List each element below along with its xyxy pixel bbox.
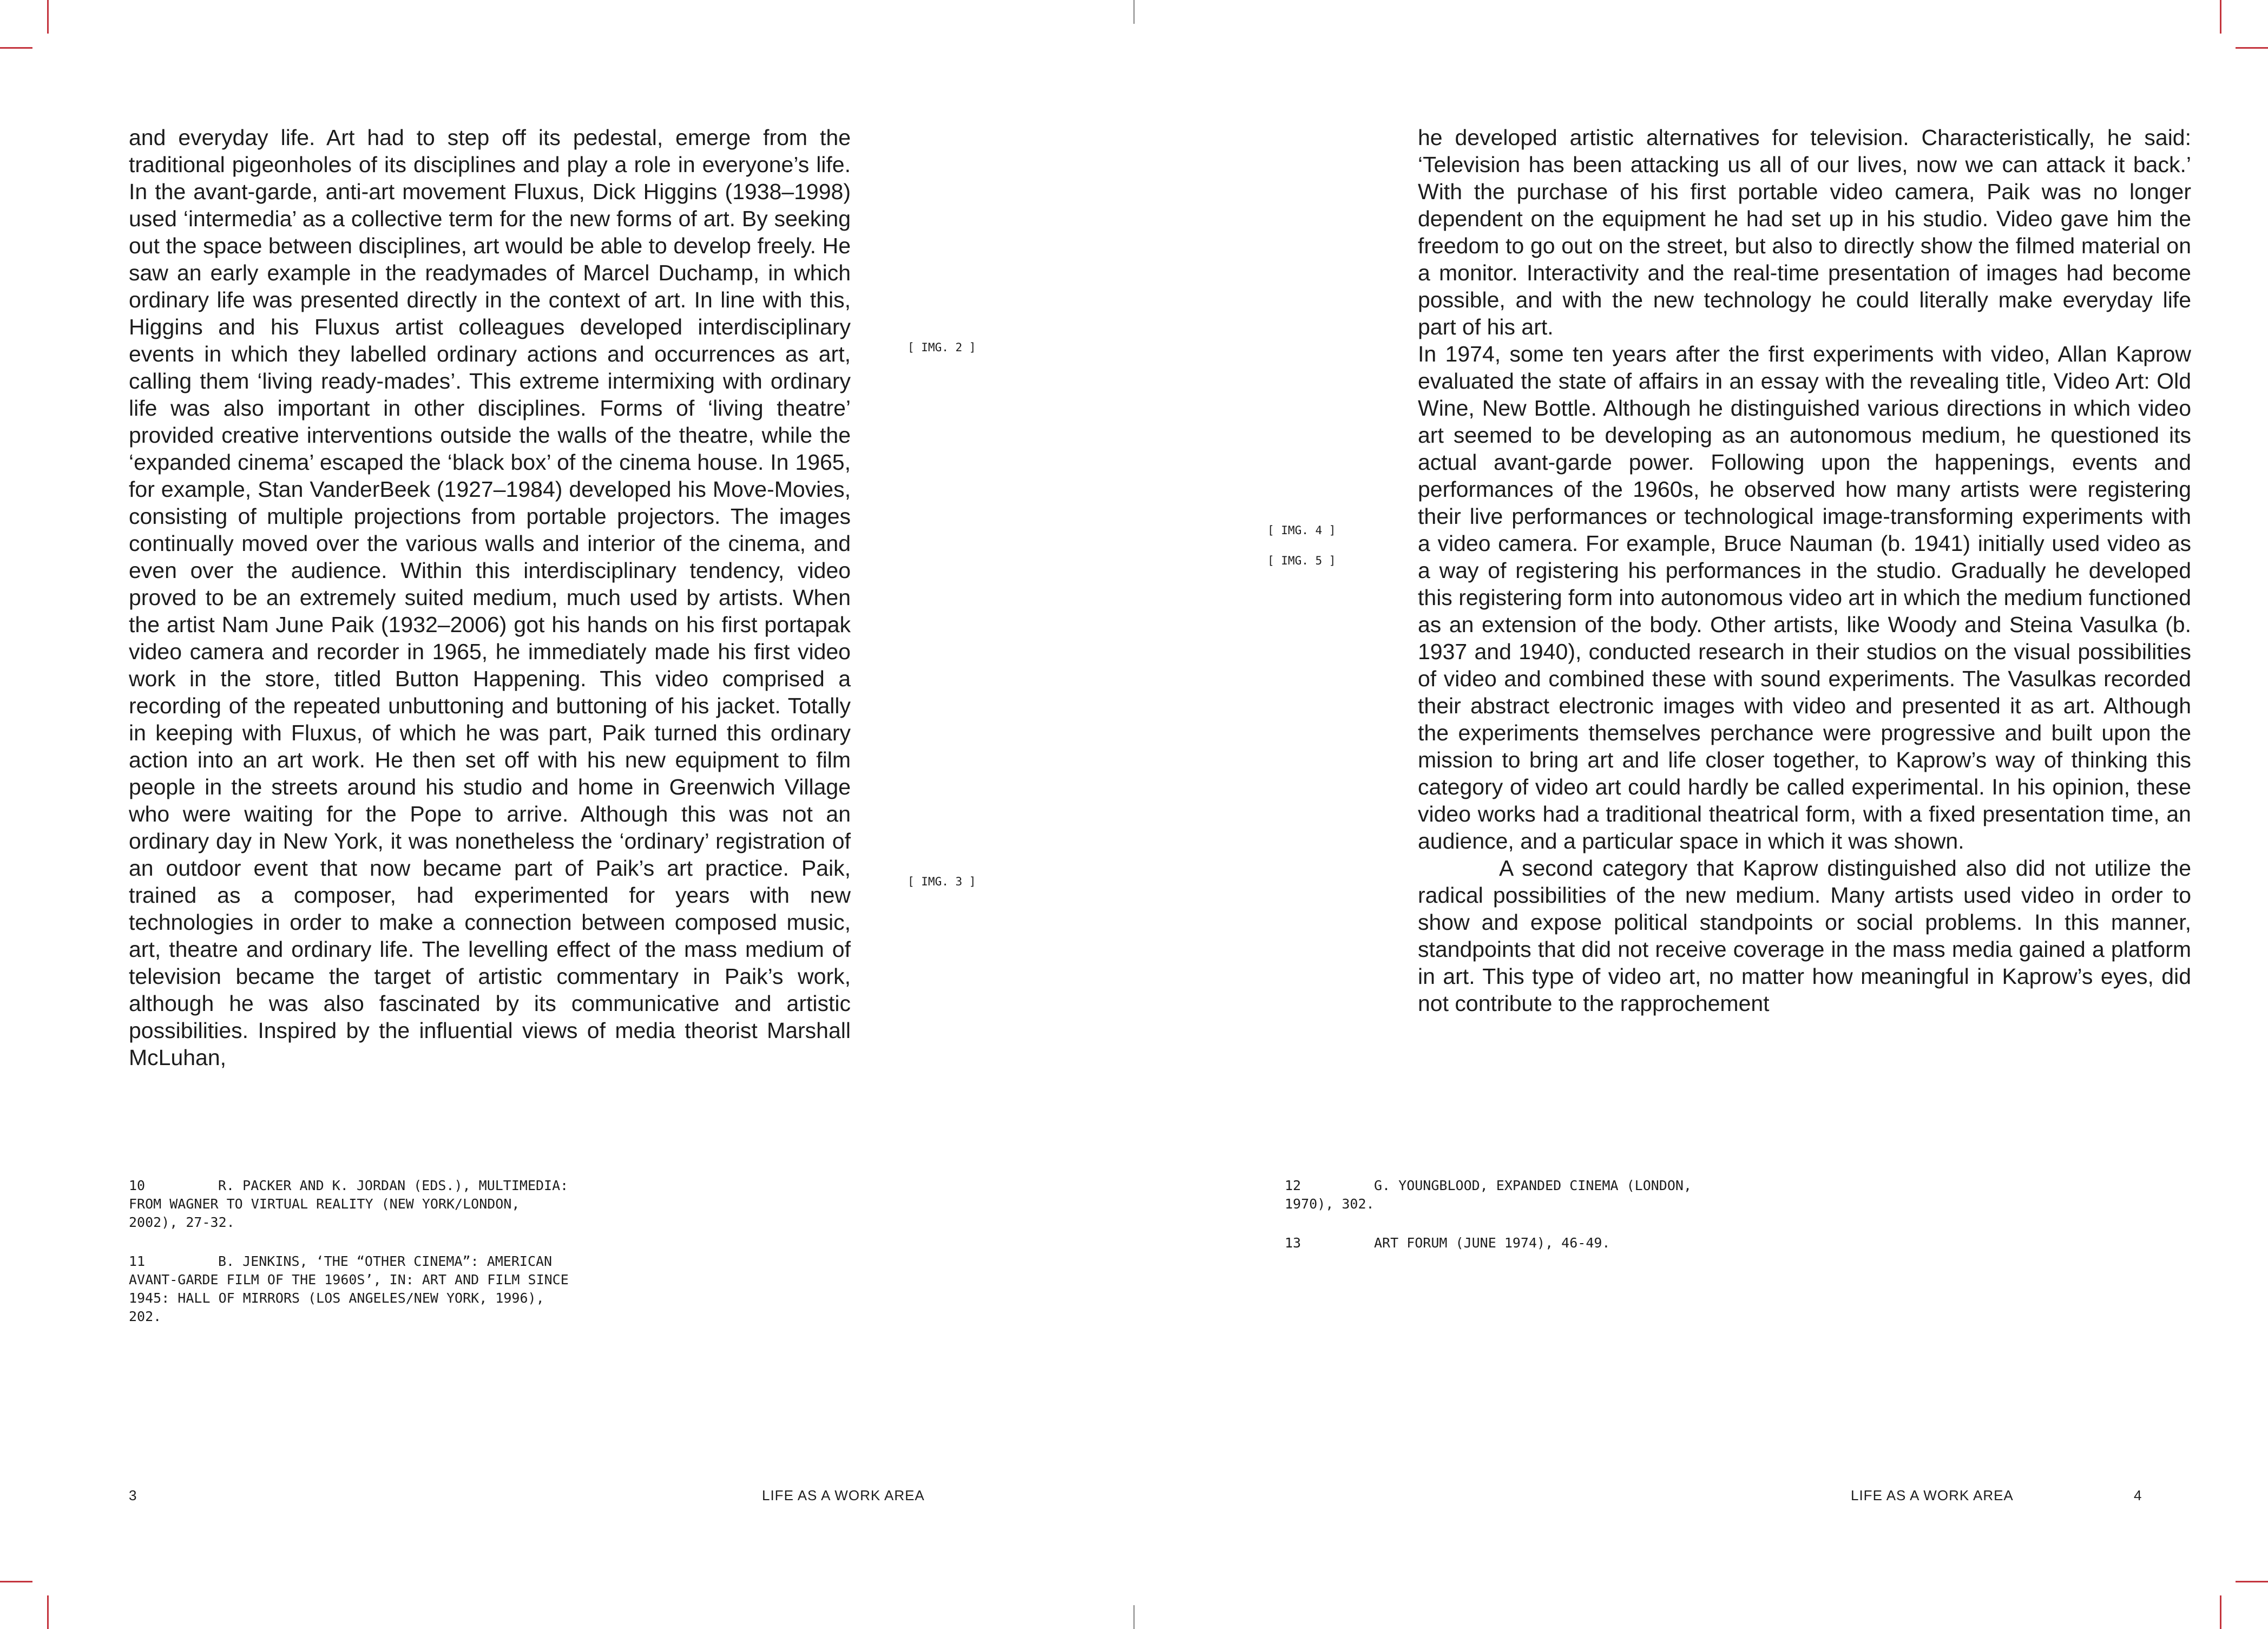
body-paragraph: and everyday life. Art had to step off its pedestal, emerge from the traditional pigeonholes of its disciplines and play a role in everyone’s life. In the avant-garde, anti-art movement Fluxus, Dick Higgins (1938–1998) used ‘intermedia’ as a collective term for the new forms of art. By seeking out the space between disciplines, art would be able to develop freely. He saw an early example in the readymades of Marcel Duchamp, in which ordinary life was presented directly in the context of art. In line with this, Higgins and his Fluxus artist colleagues developed interdisciplinary events in which they labelled ordinary actions and occurrences as art, calling them ‘living ready-mades’. This extreme intermixing with ordinary life was also important in other disciplines. Forms of ‘living theatre’ provided creative interventions outside the walls of the theatre, while the ‘expanded cinema’ escaped the ‘black box’ of the cinema house. In 1965, for example, Stan VanderBeek (1927–1984) developed his Move-Movies, consisting of multiple projections from portable projectors. The images continually moved over the various walls and interior of the cinema, and even over the audience. Within this interdisciplinary tendency, video proved to be an extremely suited medium, much used by artists. When the artist Nam June Paik (1932–2006) got his hands on his first portapak video camera and recorder in 1965, he immediately made his first video work in the store, titled Button Happening. This video comprised a recording of the repeated unbuttoning and buttoning of his jacket. Totally in keeping with Fluxus, of which he was part, Paik turned this ordinary action into an art work. He then set off with his new equipment to film people in the streets around his studio and home in Greenwich Village who were waiting for the Pope to arrive. Although this was not an ordinary day in New York, it was nonetheless the ‘ordinary’ registration of an outdoor event that now became part of Paik’s art practice. Paik, trained as a composer, had experimented for years with new technologies in order to make a connection between composed music, art, theatre and ordinary life. The levelling effect of the mass medium of television became the target of artistic commentary in Paik’s work, although he was also fascinated by its communicative and artistic possibilities. Inspired by the influential views of media theorist Marshall McLuhan,	[129, 125, 851, 1070]
footnote	[1285, 1177, 1728, 1213]
running-head: LIFE AS A WORK AREA	[762, 1487, 925, 1503]
footnote	[1285, 1234, 1728, 1252]
footnote-text: ART FORUM (JUNE 1974), 46-49.	[1374, 1235, 1610, 1251]
running-head: LIFE AS A WORK AREA	[1851, 1487, 2014, 1503]
footnote	[129, 1177, 573, 1232]
body-paragraph: In 1974, some ten years after the first experiments with video, Allan Kaprow evaluated the state of affairs in an essay with the revealing title, Video Art: Old Wine, New Bottle. Although he distinguished various directions in which video art seemed to be developing as an autonomous medium, he questioned its actual avant-garde power. Following upon the happenings, events and performances of the 1960s, he observed how many artists were registering their live performances or technological image-transforming experiments with a video camera. For example, Bruce Nauman (b. 1941) initially used video as a way of registering his performances in the studio. Gradually he developed this registering form into autonomous video art in which the medium functioned as an extension of the body. Other artists, like Woody and Steina Vasulka (b. 1937 and 1940), conducted research in their studios on the visual possibilities of video and combined these with sound experiments. The Vasulkas recorded their abstract electronic images with video and presented it as art. Although the experiments themselves perchance were progressive and built upon the mission to bring art and life closer together, to Kaprow’s way of thinking this category of video art could hardly be called experimental. In his opinion, these video works had a traditional theatrical form, with a fixed presentation time, an audience, and a particular space in which it was shown.	[1418, 341, 2191, 853]
right-body-text	[1418, 124, 2191, 1017]
footnote-number: 12	[1285, 1178, 1301, 1193]
image-reference: [ IMG. 5 ]	[1267, 554, 1336, 567]
image-reference: [ IMG. 2 ]	[908, 341, 976, 354]
footnote-text: B. JENKINS, ‘THE “OTHER CINEMA”: AMERICAN AVANT-GARDE FILM OF THE 1960S’, IN: ART AND FILM SINCE 1945: HALL OF MIRRORS (LOS ANGELES/NEW YORK, 1996), 202.	[129, 1253, 569, 1324]
footnote-number: 13	[1285, 1235, 1301, 1251]
footnote	[129, 1252, 573, 1326]
right-page	[1134, 0, 2268, 1629]
image-reference: [ IMG. 4 ]	[1267, 524, 1336, 537]
body-paragraph: he developed artistic alternatives for television. Characteristically, he said: ‘Television has been attacking us all of our lives, now we can attack it back.’ With the purchase of his first portable video camera, Paik was no longer dependent on the equipment he had set up in his studio. Video gave him the freedom to go out on the street, but also to directly show the filmed material on a monitor. Interactivity and the real-time presentation of images had become possible, and with the new technology he could literally make everyday life part of his art.	[1418, 125, 2191, 339]
body-paragraph: A second category that Kaprow distinguished also did not utilize the radical possibilities of the new medium. Many artists used video in order to show and expose political standpoints or social problems. In this manner, standpoints that did not receive coverage in the mass media gained a platform in art. This type of video art, no matter how meaningful in Kaprow’s eyes, did not contribute to the rapprochement	[1418, 856, 2191, 1016]
footnote-text: G. YOUNGBLOOD, EXPANDED CINEMA (LONDON, 1970), 302.	[1285, 1178, 1692, 1212]
footnote-number: 10	[129, 1178, 146, 1193]
page-number: 3	[129, 1487, 137, 1503]
left-body-text	[129, 124, 851, 1071]
footnote-number: 11	[129, 1253, 146, 1269]
footnote-text: R. PACKER AND K. JORDAN (EDS.), MULTIMEDIA: FROM WAGNER TO VIRTUAL REALITY (NEW YORK/LONDON, 2002), 27-32.	[129, 1178, 569, 1230]
image-reference: [ IMG. 3 ]	[908, 875, 976, 888]
page-number: 4	[2134, 1487, 2142, 1503]
